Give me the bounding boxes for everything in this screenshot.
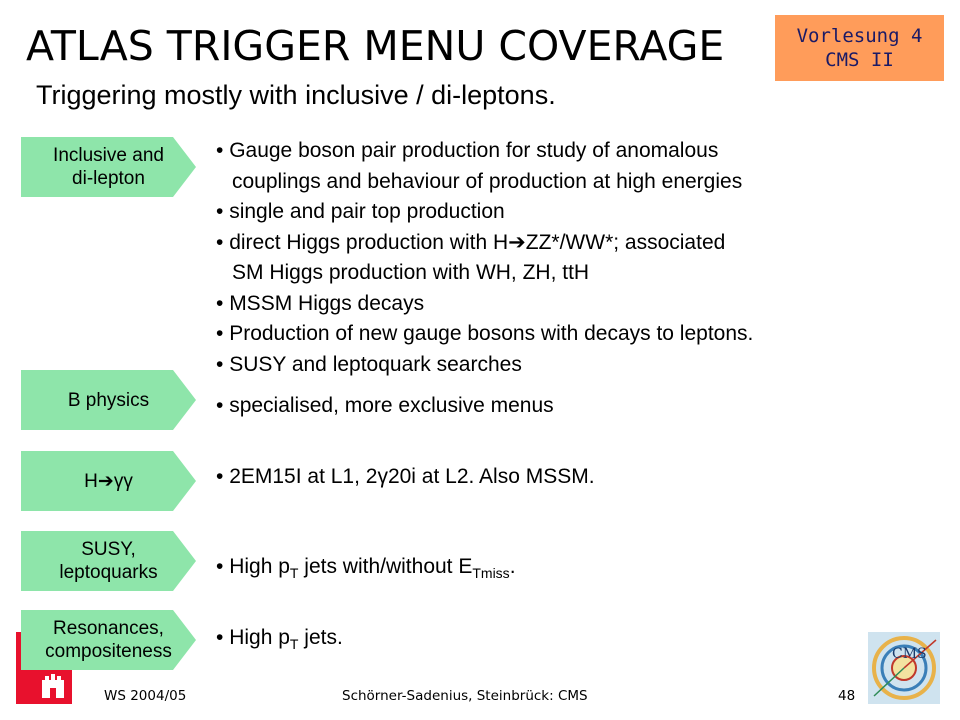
bphysics-bullet: • specialised, more exclusive menus (216, 394, 554, 417)
tag-h-gamma-gamma (21, 451, 196, 511)
tag-b-physics (21, 370, 196, 430)
cms-detector-icon (868, 632, 940, 704)
tag-label: Resonances, compositeness (45, 618, 172, 662)
cms-logo (868, 632, 940, 704)
susy-bullet: • High $p_T$ jets with/without $E_{Tmiss}$. (216, 555, 516, 582)
resonances-bullet: • High $p_T$ jets. (216, 626, 343, 653)
list-item-continuation: SM Higgs production with WH, ZH, ttH (232, 261, 590, 284)
tag-resonances-compositeness (21, 610, 196, 670)
arrow-right-icon: ➔ (508, 230, 526, 254)
page-title: ATLAS TRIGGER MENU COVERAGE (26, 22, 725, 70)
footer-semester: WS 2004/05 (104, 688, 187, 704)
tag-susy-leptoquarks (21, 531, 196, 591)
lecture-badge (775, 15, 944, 81)
tag-label: SUSY, leptoquarks (59, 539, 158, 583)
footer-authors: Schörner-Sadenius, Steinbrück: CMS (342, 688, 588, 704)
hgg-bullet: • 2EM15I at L1, 2γ20i at L2. Also MSSM. (216, 465, 595, 488)
tag-label: B physics (67, 389, 150, 411)
badge-line-1: Vorlesung 4 (796, 25, 923, 47)
list-item: • Gauge boson pair production for study of anomalous (216, 139, 719, 162)
tag-inclusive-dilepton (21, 137, 196, 197)
svg-text:CMS: CMS (892, 646, 927, 662)
arrow-right-icon: ➔ (97, 470, 114, 492)
list-item-continuation: couplings and behaviour of production at high energies (232, 169, 743, 193)
page-number: 48 (838, 688, 856, 704)
tag-label: H➔γγ (84, 470, 133, 492)
list-item: • single and pair top production (216, 200, 505, 223)
page-subtitle: Triggering mostly with inclusive / di-leptons. (36, 80, 556, 110)
list-item: • direct Higgs production with H➔ZZ*/WW*; associated (216, 230, 726, 254)
inclusive-bullet-list (216, 136, 753, 380)
list-item: • SUSY and leptoquark searches (216, 352, 522, 376)
badge-line-2: CMS II (825, 49, 894, 71)
tag-label: Inclusive and di-lepton (53, 145, 164, 189)
list-item: • Production of new gauge bosons with decays to leptons. (216, 322, 754, 345)
list-item: • MSSM Higgs decays (216, 291, 425, 315)
